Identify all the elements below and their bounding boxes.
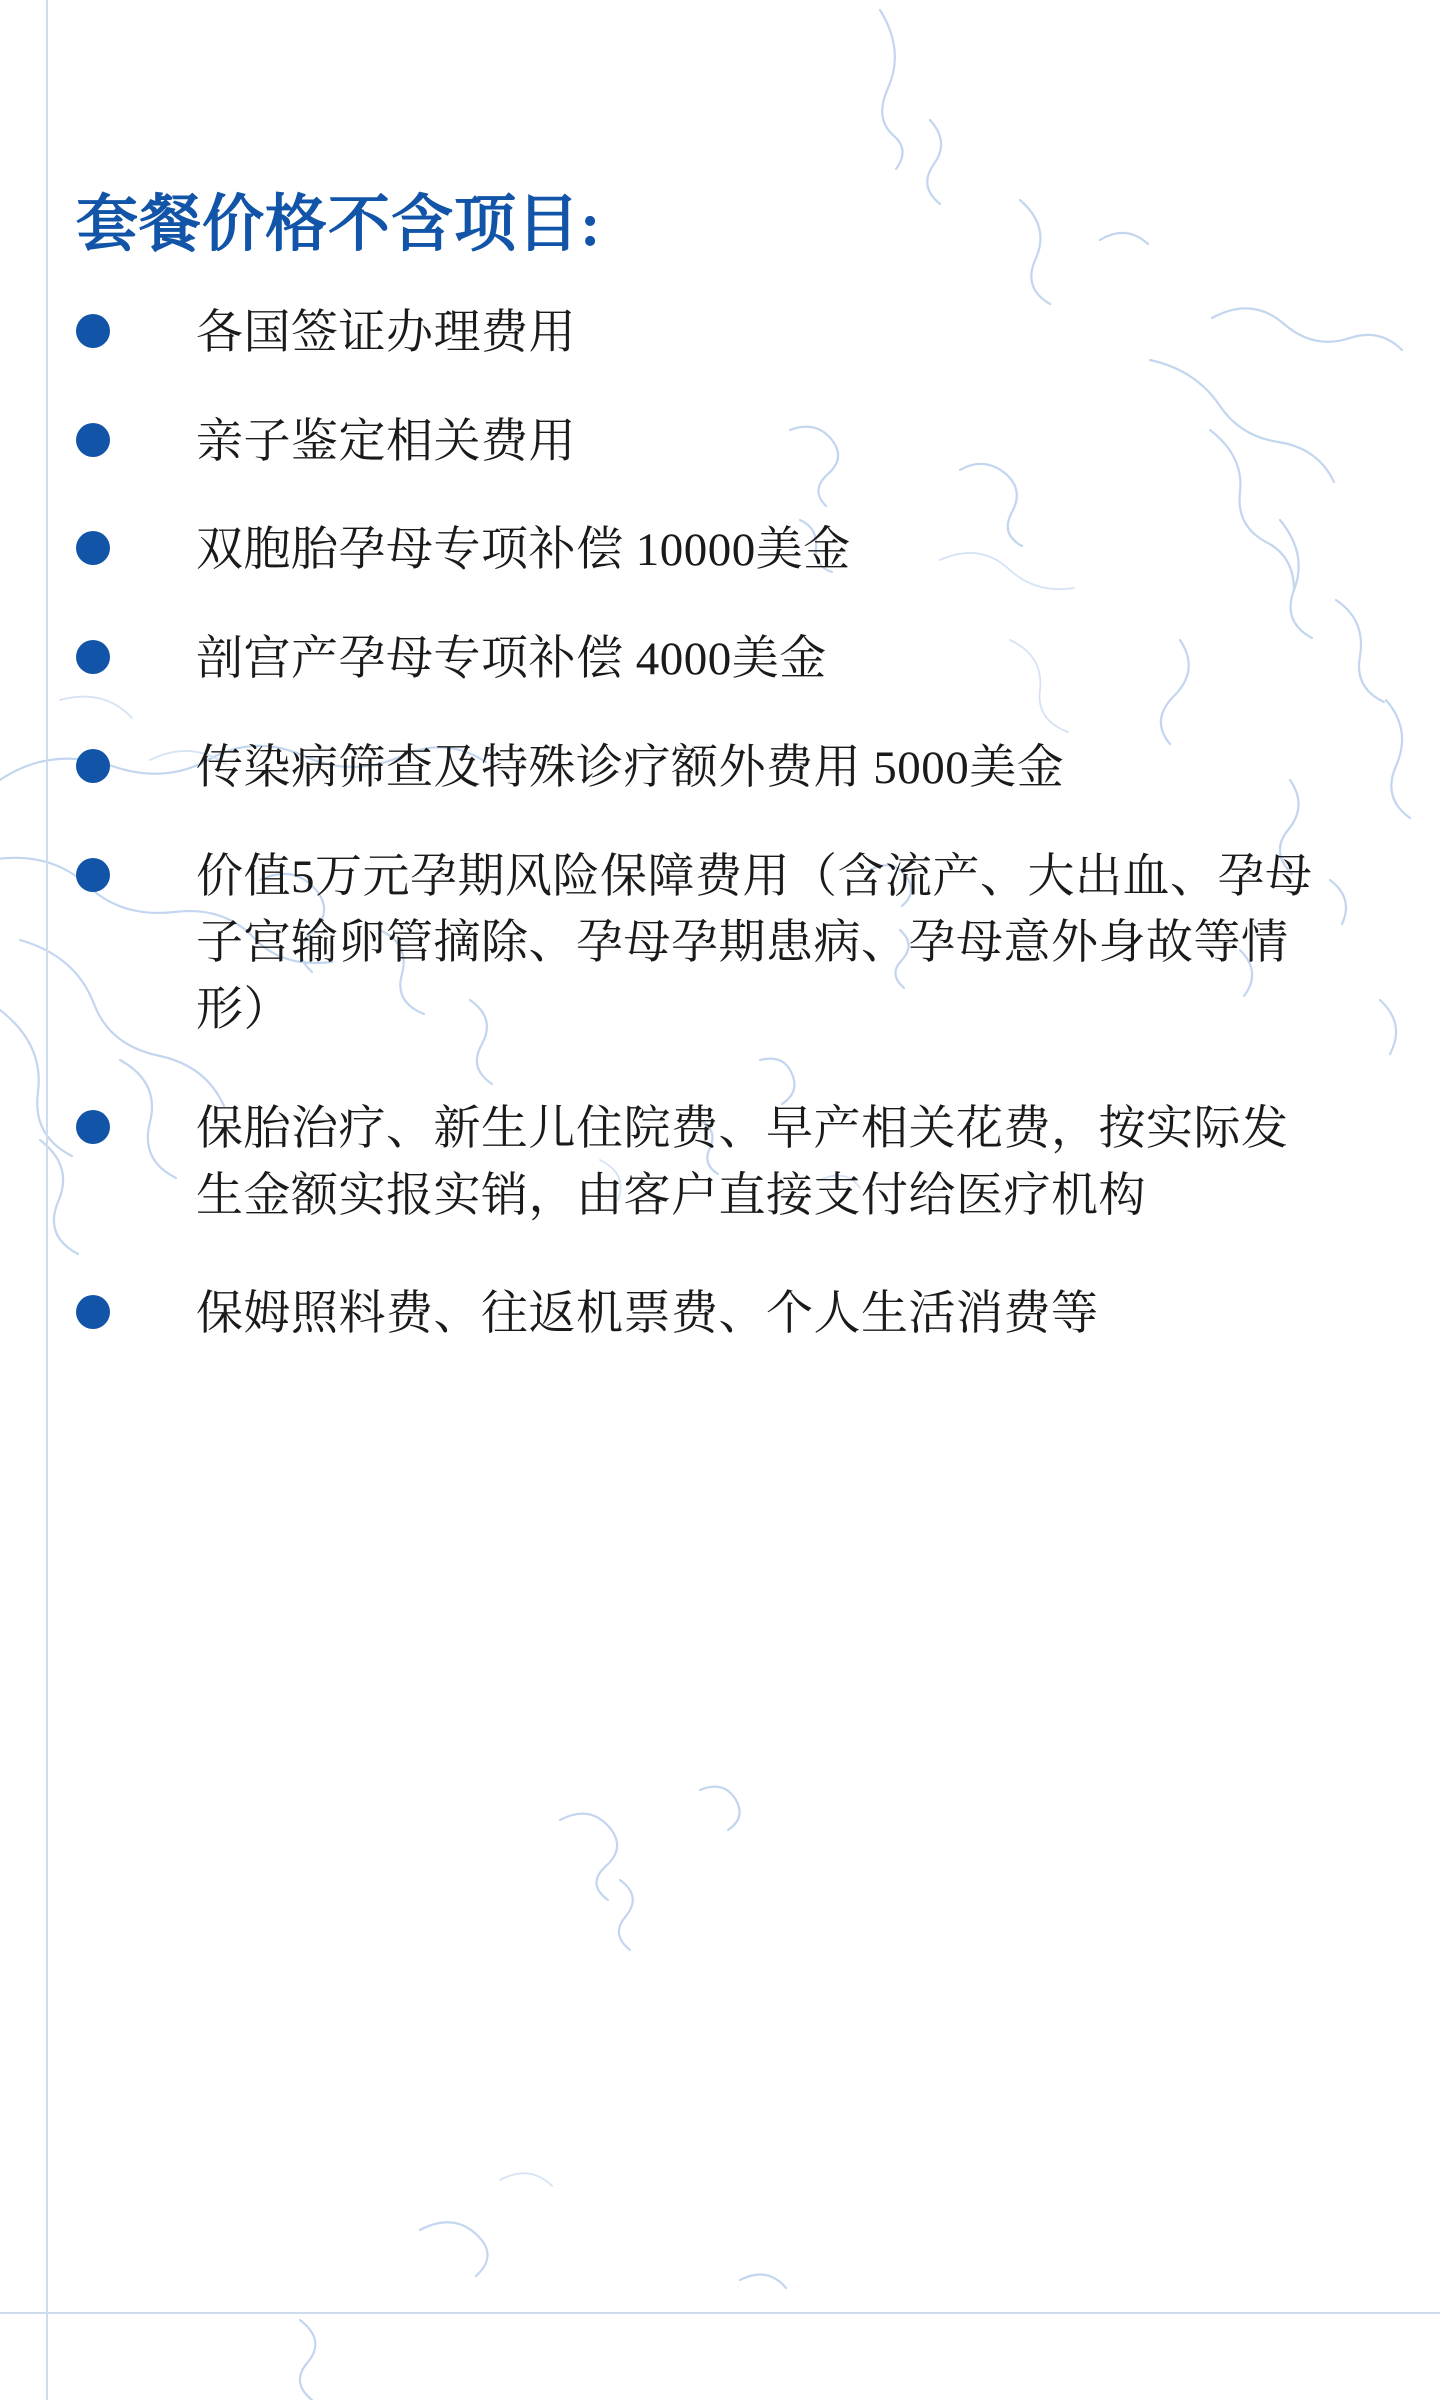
- bottom-frame-line: [0, 2312, 1440, 2314]
- list-item-label: 保胎治疗、新生儿住院费、早产相关花费，按实际发生金额实报实销，由客户直接支付给医疗机构: [196, 1102, 1289, 1222]
- bullet-dot-icon: [76, 858, 110, 892]
- list-item: [76, 517, 1376, 584]
- bullet-dot-icon: [76, 640, 110, 674]
- left-frame-line: [46, 0, 48, 2400]
- bullet-dot-icon: [76, 1295, 110, 1329]
- list-item-label: 保姆照料费、往返机票费、个人生活消费等: [196, 1288, 1099, 1341]
- bullet-dot-icon: [76, 1110, 110, 1144]
- page-title: 套餐价格不含项目:: [76, 190, 602, 259]
- bullet-dot-icon: [76, 531, 110, 565]
- list-item-label: 各国签证办理费用: [196, 307, 576, 359]
- list-item: [76, 735, 1376, 802]
- list-item-label: 价值5万元孕期风险保障费用（含流产、大出血、孕母子宫输卵管摘除、孕母孕期患病、孕母意外身故等情形）: [196, 850, 1313, 1037]
- list-item: [76, 1096, 1376, 1229]
- list-item: [76, 409, 1376, 476]
- list-item-label: 剖宫产孕母专项补偿 4000美金: [196, 633, 827, 686]
- list-item-label: 双胞胎孕母专项补偿 10000美金: [196, 524, 851, 577]
- list-item-label: 亲子鉴定相关费用: [196, 415, 576, 468]
- bullet-dot-icon: [76, 314, 110, 348]
- bullet-dot-icon: [76, 423, 110, 457]
- exclusions-list: [76, 300, 1376, 1348]
- list-item: [76, 626, 1376, 693]
- list-item: [76, 300, 1376, 367]
- bullet-dot-icon: [76, 749, 110, 783]
- list-item-label: 传染病筛查及特殊诊疗额外费用 5000美金: [196, 741, 1065, 794]
- list-item: [76, 1281, 1376, 1348]
- list-item: [76, 844, 1376, 1044]
